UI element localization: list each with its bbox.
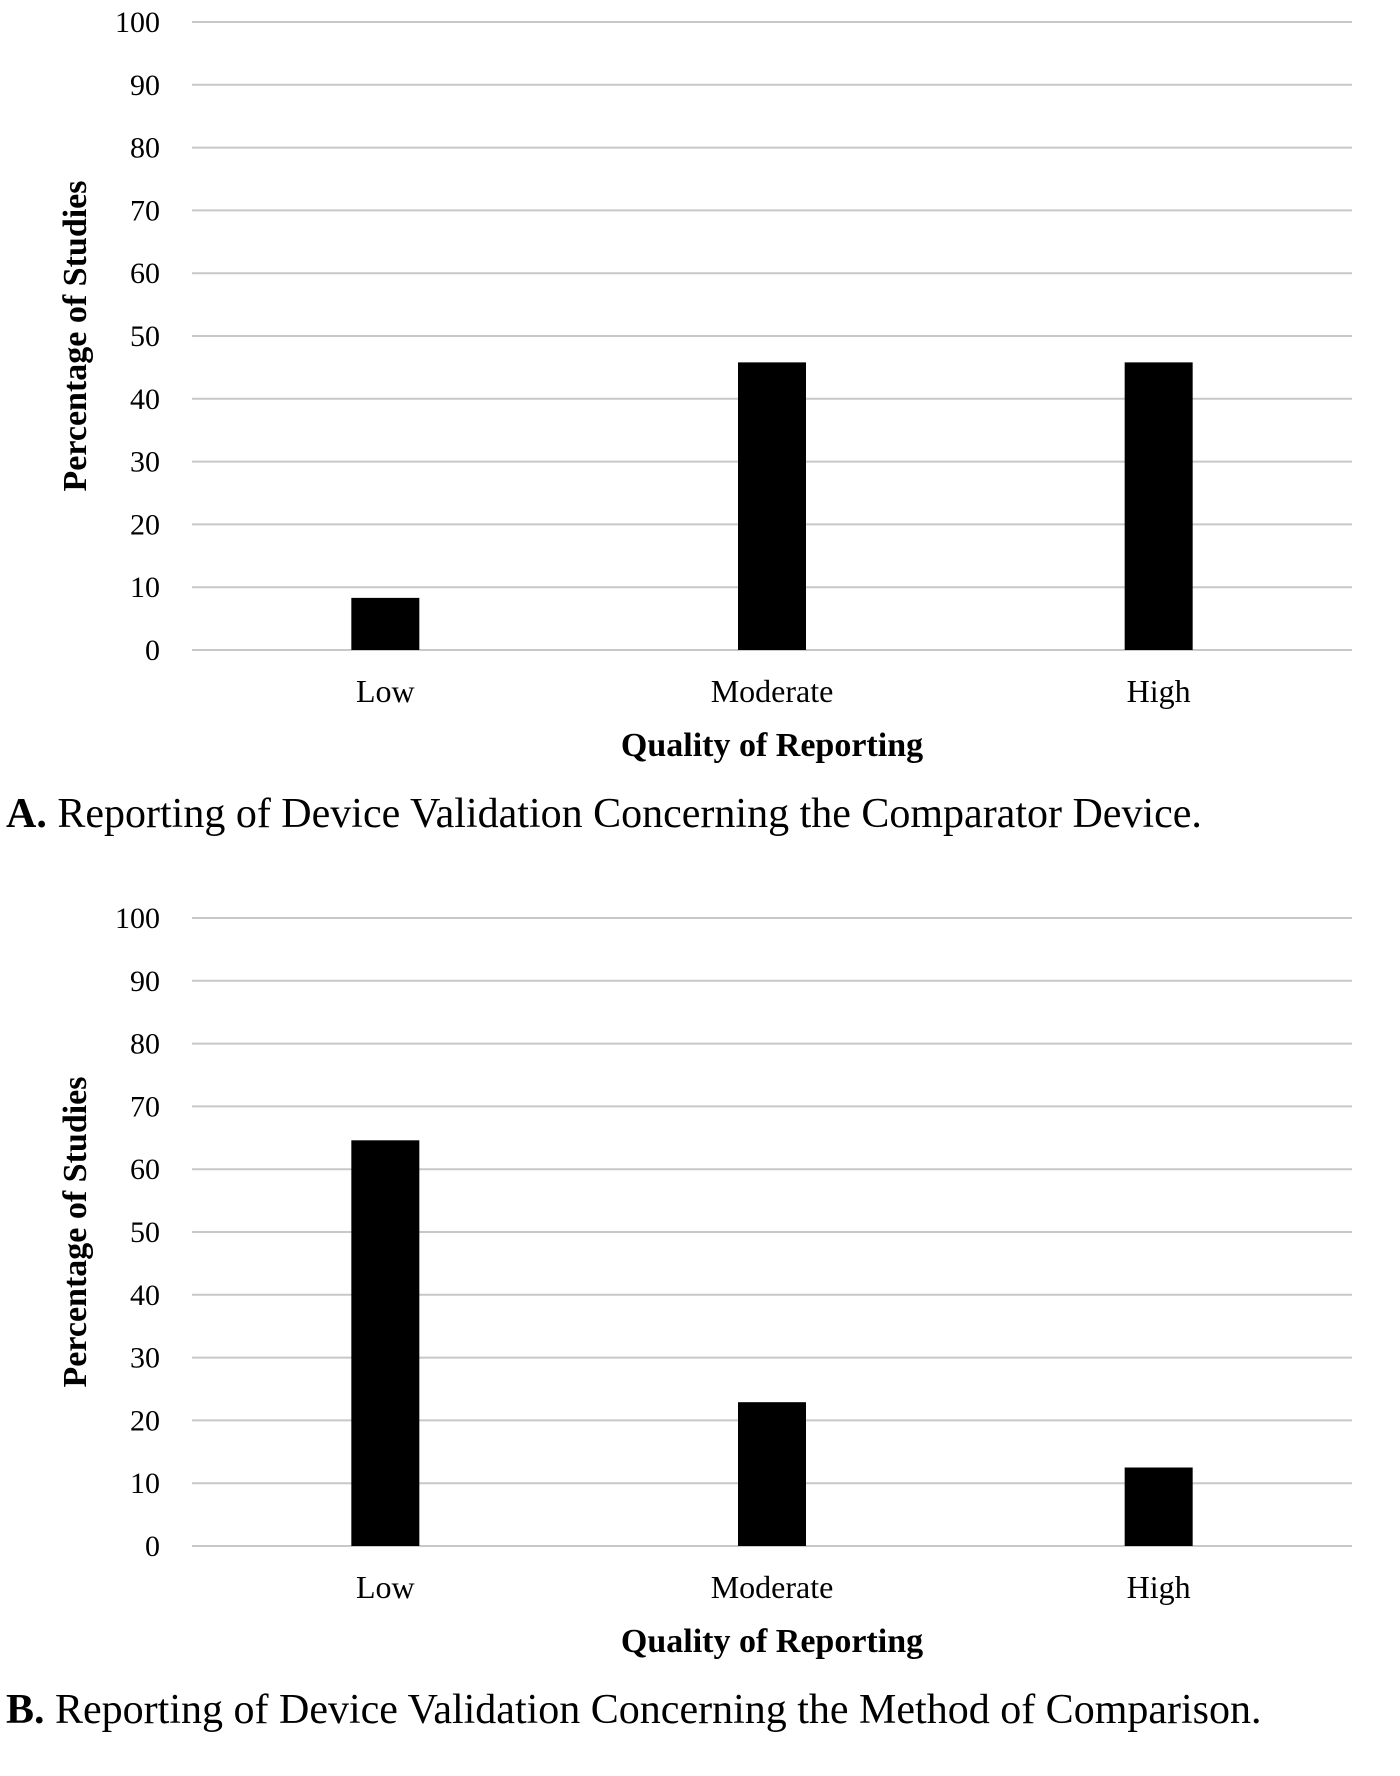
caption-b: [6, 1684, 1262, 1736]
bar: [738, 362, 806, 650]
y-tick-label: 70: [130, 1090, 160, 1124]
y-tick-label: 10: [130, 1467, 160, 1501]
y-tick-label: 40: [130, 382, 160, 416]
x-tick-label: Low: [356, 673, 415, 709]
y-tick-label: 80: [130, 1027, 160, 1061]
y-tick-label: 0: [145, 634, 160, 667]
bar: [738, 1402, 806, 1546]
y-tick-label: 40: [130, 1278, 160, 1312]
bar: [1125, 362, 1193, 650]
bar: [351, 598, 419, 650]
bar-chart-b: [0, 896, 1400, 1696]
y-tick-label: 30: [130, 445, 160, 479]
y-tick-label: 60: [130, 257, 160, 291]
caption-b-letter: B.: [6, 1687, 45, 1733]
y-tick-label: 60: [130, 1153, 160, 1187]
y-axis-title: Percentage of Studies: [57, 1076, 94, 1388]
x-tick-label: High: [1126, 1569, 1191, 1605]
y-tick-label: 20: [130, 1404, 160, 1438]
caption-a: [6, 788, 1202, 840]
bar: [351, 1140, 419, 1546]
y-tick-label: 90: [130, 68, 160, 102]
y-tick-label: 80: [130, 131, 160, 165]
y-tick-label: 50: [130, 1216, 160, 1249]
y-tick-label: 30: [130, 1341, 160, 1375]
y-tick-label: 100: [115, 6, 160, 39]
x-axis-title: Quality of Reporting: [620, 1623, 924, 1660]
x-tick-label: High: [1126, 673, 1191, 709]
y-tick-label: 70: [130, 194, 160, 228]
y-tick-label: 0: [145, 1530, 160, 1563]
y-tick-label: 50: [130, 320, 160, 353]
y-tick-label: 90: [130, 964, 160, 998]
y-tick-label: 20: [130, 508, 160, 542]
caption-b-text: Reporting of Device Validation Concerning the Method of Comparison.: [44, 1687, 1262, 1733]
bar: [1125, 1468, 1193, 1547]
y-tick-label: 10: [130, 571, 160, 605]
x-tick-label: Moderate: [710, 1569, 834, 1605]
x-tick-label: Low: [356, 1569, 415, 1605]
y-tick-label: 100: [115, 902, 160, 935]
chart-panel-a: [0, 0, 1400, 880]
y-axis-title: Percentage of Studies: [57, 180, 94, 492]
caption-a-text: Reporting of Device Validation Concerning the Comparator Device.: [46, 791, 1202, 837]
bar-chart-a: [0, 0, 1400, 800]
x-axis-title: Quality of Reporting: [620, 727, 924, 764]
x-tick-label: Moderate: [710, 673, 834, 709]
caption-a-letter: A.: [6, 791, 47, 837]
chart-panel-b: [0, 896, 1400, 1776]
